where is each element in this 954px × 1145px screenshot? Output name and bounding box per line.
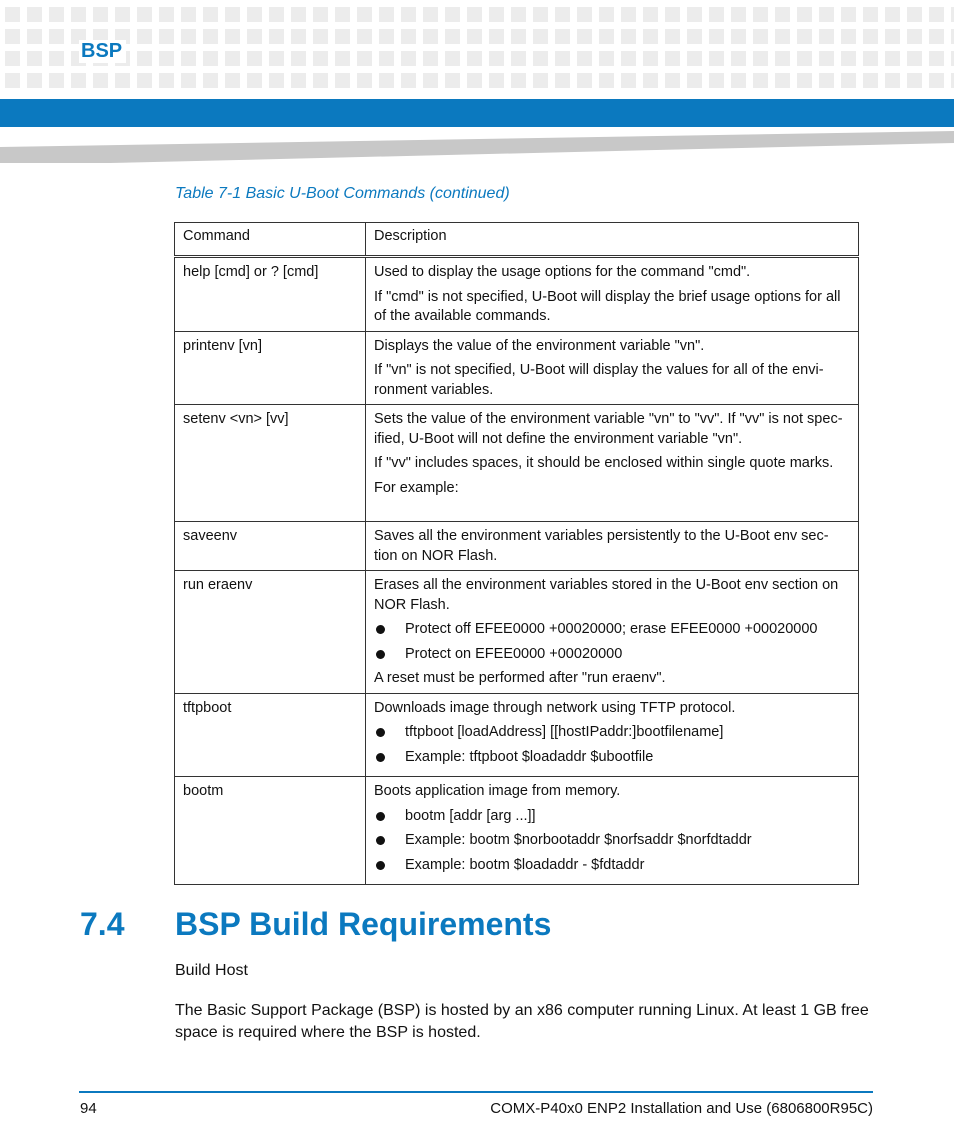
table-row bbox=[175, 693, 859, 777]
pattern-square bbox=[511, 51, 526, 66]
pattern-square bbox=[753, 7, 768, 22]
command-cell: bootm bbox=[175, 777, 366, 885]
pattern-square bbox=[929, 7, 944, 22]
bullet-icon bbox=[376, 753, 385, 762]
pattern-square bbox=[863, 29, 878, 44]
bullet-text: Protect off EFEE0000 +00020000; erase EFEE0000 +00020000 bbox=[405, 621, 818, 637]
pattern-square bbox=[27, 29, 42, 44]
pattern-square bbox=[797, 73, 812, 88]
pattern-square bbox=[269, 7, 284, 22]
pattern-square bbox=[577, 73, 592, 88]
table-row bbox=[175, 331, 859, 405]
pattern-square bbox=[489, 29, 504, 44]
table-caption: Table 7-1 Basic U-Boot Commands (continued) bbox=[175, 185, 510, 202]
description-text: For example: bbox=[374, 479, 459, 496]
pattern-square bbox=[797, 29, 812, 44]
pattern-square bbox=[401, 73, 416, 88]
bullet-item bbox=[374, 831, 850, 851]
pattern-square bbox=[775, 51, 790, 66]
pattern-square bbox=[555, 73, 570, 88]
pattern-square bbox=[467, 73, 482, 88]
pattern-square bbox=[357, 73, 372, 88]
pattern-square bbox=[621, 51, 636, 66]
pattern-square bbox=[203, 51, 218, 66]
bullet-icon bbox=[376, 836, 385, 845]
pattern-square bbox=[775, 7, 790, 22]
pattern-square bbox=[49, 7, 64, 22]
pattern-square bbox=[159, 51, 174, 66]
pattern-square bbox=[929, 51, 944, 66]
pattern-square bbox=[577, 29, 592, 44]
header-gray-wedge bbox=[0, 127, 954, 163]
column-header-description: Description bbox=[366, 223, 859, 257]
bullet-icon bbox=[376, 650, 385, 659]
pattern-square bbox=[841, 51, 856, 66]
pattern-square bbox=[863, 51, 878, 66]
table-row bbox=[175, 257, 859, 332]
pattern-square bbox=[533, 29, 548, 44]
pattern-square bbox=[775, 73, 790, 88]
pattern-square bbox=[731, 29, 746, 44]
bullet-icon bbox=[376, 861, 385, 870]
footer-rule bbox=[79, 1091, 873, 1093]
description-text: A reset must be performed after "run eraenv". bbox=[374, 670, 666, 686]
pattern-square bbox=[555, 29, 570, 44]
pattern-square bbox=[665, 7, 680, 22]
pattern-square bbox=[5, 29, 20, 44]
pattern-square bbox=[709, 7, 724, 22]
bullet-item bbox=[374, 856, 850, 876]
pattern-square bbox=[291, 7, 306, 22]
pattern-square bbox=[599, 51, 614, 66]
bullet-text: tftpboot [loadAddress] [[hostIPaddr:]bootfilename] bbox=[405, 724, 724, 740]
pattern-square bbox=[841, 73, 856, 88]
description-cell bbox=[366, 571, 859, 694]
pattern-square bbox=[115, 73, 130, 88]
command-cell: setenv <vn> [vv] bbox=[175, 405, 366, 522]
pattern-square bbox=[533, 73, 548, 88]
pattern-square bbox=[313, 29, 328, 44]
pattern-square bbox=[335, 51, 350, 66]
pattern-square bbox=[819, 73, 834, 88]
pattern-square bbox=[577, 51, 592, 66]
pattern-square bbox=[357, 29, 372, 44]
pattern-square bbox=[511, 7, 526, 22]
pattern-square bbox=[665, 51, 680, 66]
description-text: Displays the value of the environment variable "vn". bbox=[374, 337, 705, 354]
pattern-square bbox=[819, 51, 834, 66]
pattern-square bbox=[907, 51, 922, 66]
pattern-square bbox=[599, 29, 614, 44]
pattern-square bbox=[643, 29, 658, 44]
table-row bbox=[175, 405, 859, 522]
pattern-square bbox=[577, 7, 592, 22]
command-cell: tftpboot bbox=[175, 693, 366, 777]
pattern-square bbox=[401, 51, 416, 66]
document-title: COMX-P40x0 ENP2 Installation and Use (6806800R95C) bbox=[490, 1100, 873, 1117]
bullet-icon bbox=[376, 812, 385, 821]
pattern-square bbox=[467, 29, 482, 44]
pattern-square bbox=[247, 29, 262, 44]
bullet-text: bootm [addr [arg ...]] bbox=[405, 807, 536, 824]
bullet-text: Example: bootm $loadaddr - $fdtaddr bbox=[405, 856, 645, 873]
pattern-square bbox=[423, 51, 438, 66]
bullet-item bbox=[374, 807, 850, 827]
description-cell bbox=[366, 331, 859, 405]
description-cell bbox=[366, 257, 859, 332]
section-title: BSP Build Requirements bbox=[175, 906, 552, 942]
pattern-square bbox=[203, 73, 218, 88]
pattern-square bbox=[71, 7, 86, 22]
pattern-square bbox=[181, 73, 196, 88]
pattern-square bbox=[731, 51, 746, 66]
pattern-square bbox=[533, 51, 548, 66]
pattern-square bbox=[93, 7, 108, 22]
pattern-square bbox=[885, 29, 900, 44]
pattern-square bbox=[709, 73, 724, 88]
pattern-square bbox=[775, 29, 790, 44]
description-text: Used to display the usage options for the command "cmd". bbox=[374, 264, 751, 280]
pattern-square bbox=[555, 51, 570, 66]
pattern-square bbox=[621, 7, 636, 22]
pattern-square bbox=[27, 73, 42, 88]
section-label: BSP bbox=[79, 40, 126, 63]
pattern-square bbox=[401, 29, 416, 44]
command-cell: printenv [vn] bbox=[175, 331, 366, 405]
pattern-square bbox=[687, 73, 702, 88]
pattern-square bbox=[159, 7, 174, 22]
pattern-square bbox=[687, 7, 702, 22]
pattern-square bbox=[159, 29, 174, 44]
pattern-square bbox=[489, 51, 504, 66]
table-header-row bbox=[175, 223, 859, 257]
pattern-square bbox=[27, 51, 42, 66]
pattern-square bbox=[5, 51, 20, 66]
pattern-square bbox=[555, 7, 570, 22]
pattern-square bbox=[379, 51, 394, 66]
command-cell: run eraenv bbox=[175, 571, 366, 694]
bullet-icon bbox=[376, 728, 385, 737]
pattern-square bbox=[357, 7, 372, 22]
pattern-square bbox=[291, 73, 306, 88]
pattern-square bbox=[687, 51, 702, 66]
pattern-square bbox=[907, 73, 922, 88]
pattern-square bbox=[753, 51, 768, 66]
bullet-item bbox=[374, 620, 850, 640]
description-text: If "vv" includes spaces, it should be enclosed within single quote marks. bbox=[374, 455, 834, 471]
pattern-square bbox=[225, 51, 240, 66]
pattern-square bbox=[929, 29, 944, 44]
header-blue-band bbox=[0, 99, 954, 127]
pattern-square bbox=[225, 29, 240, 44]
command-cell: saveenv bbox=[175, 522, 366, 571]
pattern-square bbox=[731, 7, 746, 22]
description-text: Boots application image from memory. bbox=[374, 783, 621, 799]
pattern-square bbox=[665, 29, 680, 44]
pattern-square bbox=[71, 73, 86, 88]
pattern-square bbox=[467, 51, 482, 66]
pattern-square bbox=[599, 7, 614, 22]
pattern-square bbox=[269, 51, 284, 66]
pattern-square bbox=[247, 7, 262, 22]
pattern-square bbox=[225, 73, 240, 88]
pattern-square bbox=[753, 29, 768, 44]
pattern-square bbox=[247, 73, 262, 88]
section-number: 7.4 bbox=[80, 906, 125, 942]
description-cell bbox=[366, 405, 859, 522]
bullet-icon bbox=[376, 625, 385, 634]
description-text: If "cmd" is not specified, U-Boot will display the brief usage options for all of the available commands. bbox=[374, 288, 841, 324]
pattern-square bbox=[907, 7, 922, 22]
description-text: Sets the value of the environment variable "vn" to "vv". If "vv" is not spec-ified, U-Boot will not define the environment variable "vn". bbox=[374, 411, 843, 447]
pattern-square bbox=[115, 7, 130, 22]
pattern-square bbox=[335, 73, 350, 88]
description-text: If "vn" is not specified, U-Boot will display the values for all of the envi-ronment variables. bbox=[374, 362, 824, 398]
pattern-square bbox=[335, 7, 350, 22]
description-cell bbox=[366, 522, 859, 571]
pattern-square bbox=[797, 51, 812, 66]
pattern-square bbox=[687, 29, 702, 44]
pattern-square bbox=[269, 29, 284, 44]
pattern-square bbox=[929, 73, 944, 88]
description-text: Downloads image through network using TFTP protocol. bbox=[374, 699, 736, 716]
pattern-square bbox=[841, 29, 856, 44]
pattern-square bbox=[863, 7, 878, 22]
pattern-square bbox=[445, 7, 460, 22]
pattern-square bbox=[423, 7, 438, 22]
table-row bbox=[175, 571, 859, 694]
pattern-square bbox=[137, 73, 152, 88]
pattern-square bbox=[643, 73, 658, 88]
pattern-square bbox=[643, 51, 658, 66]
pattern-square bbox=[907, 29, 922, 44]
pattern-square bbox=[291, 29, 306, 44]
table-row bbox=[175, 522, 859, 571]
bullet-item bbox=[374, 723, 850, 743]
pattern-square bbox=[379, 7, 394, 22]
pattern-square bbox=[181, 29, 196, 44]
pattern-square bbox=[819, 29, 834, 44]
pattern-square bbox=[181, 51, 196, 66]
pattern-square bbox=[863, 73, 878, 88]
pattern-square bbox=[5, 7, 20, 22]
pattern-square bbox=[753, 73, 768, 88]
commands-table bbox=[174, 222, 859, 885]
pattern-square bbox=[423, 73, 438, 88]
pattern-square bbox=[445, 29, 460, 44]
description-text: Saves all the environment variables persistently to the U-Boot env sec-tion on NOR Flash. bbox=[374, 528, 829, 564]
pattern-square bbox=[313, 7, 328, 22]
pattern-square bbox=[511, 29, 526, 44]
bullet-text: Protect on EFEE0000 +00020000 bbox=[405, 645, 623, 662]
header-pattern bbox=[0, 0, 954, 98]
pattern-square bbox=[885, 73, 900, 88]
pattern-square bbox=[511, 73, 526, 88]
pattern-square bbox=[797, 7, 812, 22]
description-cell bbox=[366, 777, 859, 885]
bullet-text: Example: tftpboot $loadaddr $ubootfile bbox=[405, 748, 654, 765]
command-cell: help [cmd] or ? [cmd] bbox=[175, 257, 366, 332]
pattern-square bbox=[357, 51, 372, 66]
pattern-square bbox=[203, 29, 218, 44]
description-text: Erases all the environment variables stored in the U-Boot env section on NOR Flash. bbox=[374, 577, 839, 613]
pattern-square bbox=[731, 73, 746, 88]
description-cell bbox=[366, 693, 859, 777]
pattern-square bbox=[313, 73, 328, 88]
pattern-square bbox=[533, 7, 548, 22]
pattern-square bbox=[643, 7, 658, 22]
pattern-square bbox=[841, 7, 856, 22]
pattern-square bbox=[5, 73, 20, 88]
pattern-square bbox=[49, 51, 64, 66]
body-paragraph: The Basic Support Package (BSP) is hosted by an x86 computer running Linux. At least 1 GB free space is required where the BSP is hosted. bbox=[175, 1002, 869, 1041]
pattern-square bbox=[269, 73, 284, 88]
pattern-square bbox=[885, 7, 900, 22]
pattern-square bbox=[247, 51, 262, 66]
pattern-square bbox=[27, 7, 42, 22]
pattern-square bbox=[335, 29, 350, 44]
bullet-text: Example: bootm $norbootaddr $norfsaddr $norfdtaddr bbox=[405, 832, 752, 848]
pattern-square bbox=[291, 51, 306, 66]
pattern-square bbox=[665, 73, 680, 88]
pattern-square bbox=[819, 7, 834, 22]
pattern-square bbox=[709, 29, 724, 44]
pattern-square bbox=[489, 73, 504, 88]
pattern-square bbox=[445, 73, 460, 88]
pattern-square bbox=[313, 51, 328, 66]
pattern-square bbox=[621, 29, 636, 44]
pattern-square bbox=[93, 73, 108, 88]
pattern-square bbox=[489, 7, 504, 22]
pattern-square bbox=[225, 7, 240, 22]
pattern-square bbox=[885, 51, 900, 66]
pattern-square bbox=[379, 73, 394, 88]
pattern-square bbox=[423, 29, 438, 44]
pattern-square bbox=[49, 29, 64, 44]
pattern-square bbox=[203, 7, 218, 22]
pattern-square bbox=[621, 73, 636, 88]
pattern-square bbox=[181, 7, 196, 22]
column-header-command: Command bbox=[175, 223, 366, 257]
pattern-square bbox=[137, 51, 152, 66]
pattern-square bbox=[445, 51, 460, 66]
pattern-square bbox=[599, 73, 614, 88]
pattern-square bbox=[709, 51, 724, 66]
bullet-item bbox=[374, 748, 850, 768]
pattern-square bbox=[137, 29, 152, 44]
pattern-square bbox=[379, 29, 394, 44]
pattern-square bbox=[49, 73, 64, 88]
pattern-square bbox=[137, 7, 152, 22]
page-number: 94 bbox=[80, 1100, 97, 1117]
pattern-square bbox=[467, 7, 482, 22]
pattern-square bbox=[159, 73, 174, 88]
pattern-square bbox=[401, 7, 416, 22]
subheading: Build Host bbox=[175, 962, 248, 979]
table-row bbox=[175, 777, 859, 885]
bullet-item bbox=[374, 645, 850, 665]
